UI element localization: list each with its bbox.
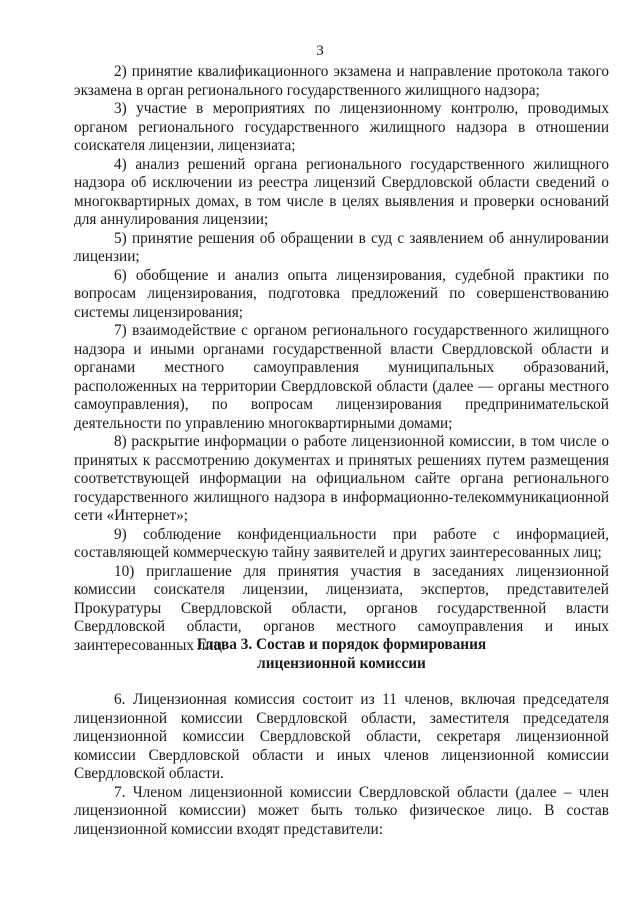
list-item: 9) соблюдение конфиденциальности при работе с информацией, составляющей коммерческую тайну заявителей и других заинтересованных лиц; — [74, 525, 609, 561]
functions-list — [74, 63, 609, 655]
list-item: 2) принятие квалификационного экзамена и направление протокола такого экзамена в орган регионального государственного жилищного надзора; — [74, 63, 609, 99]
page-number: 3 — [316, 43, 324, 59]
clauses-section — [74, 691, 609, 839]
chapter-title-line: Глава 3. Состав и порядок формирования — [196, 636, 487, 653]
clause-paragraph: 6. Лицензионная комиссия состоит из 11 членов, включая председателя лицензионной комиссии Свердловской области, заместителя председателя лицензионной комиссии Свердловской области, секретаря лицензионной комиссии Свердловской области и иных членов лицензионной комиссии Свердловской области. — [74, 691, 609, 782]
list-item: 8) раскрытие информации о работе лицензионной комиссии, в том числе о принятых к рассмотрению документах и принятых решениях путем размещения соответствующей информации на официальном сайте органа регионального государственного жилищного надзора в информационно-телекоммуникационной сети «Интернет»; — [74, 433, 609, 524]
list-item: 4) анализ решений органа регионального государственного жилищного надзора об исключении из реестра лицензий Свердловской области сведений о многоквартирных домах, в том числе в целях выявления и проверки оснований для аннулирования лицензии; — [74, 155, 609, 228]
list-item: 6) обобщение и анализ опыта лицензирования, судебной практики по вопросам лицензирования, подготовка предложений по совершенствованию системы лицензирования; — [74, 266, 609, 321]
list-item: 3) участие в мероприятиях по лицензионному контролю, проводимых органом регионального государственного жилищного надзора в отношении соискателя лицензии, лицензиата; — [74, 100, 609, 154]
list-item: 5) принятие решения об обращении в суд с заявлением об аннулировании лицензии; — [74, 229, 609, 265]
chapter-title-line: лицензионной комиссии — [257, 654, 426, 672]
list-item: 10) приглашение для принятия участия в заседаниях лицензионной комиссии соискателя лицензии, лицензиата, экспертов, представителей Прокуратуры Свердловской области, органов государственной власти Свердловской области, органов местного самоуправления и иных заинтересованных лиц. — [74, 562, 609, 654]
chapter-heading — [74, 636, 609, 673]
clause-paragraph: 7. Членом лицензионной комиссии Свердловской области (далее – член лицензионной комиссии) может быть только физическое лицо. В состав лицензионной комиссии входят представители: — [74, 783, 609, 838]
list-item: 7) взаимодействие с органом регионального государственного жилищного надзора и иными органами государственной власти Свердловской области и органами местного самоуправления муниципальных образований, расположенных на территории Свердловской области (далее — органы местного самоуправления), по вопросам лицензирования предпринимательской деятельности по управлению многоквартирными домами; — [74, 322, 609, 432]
